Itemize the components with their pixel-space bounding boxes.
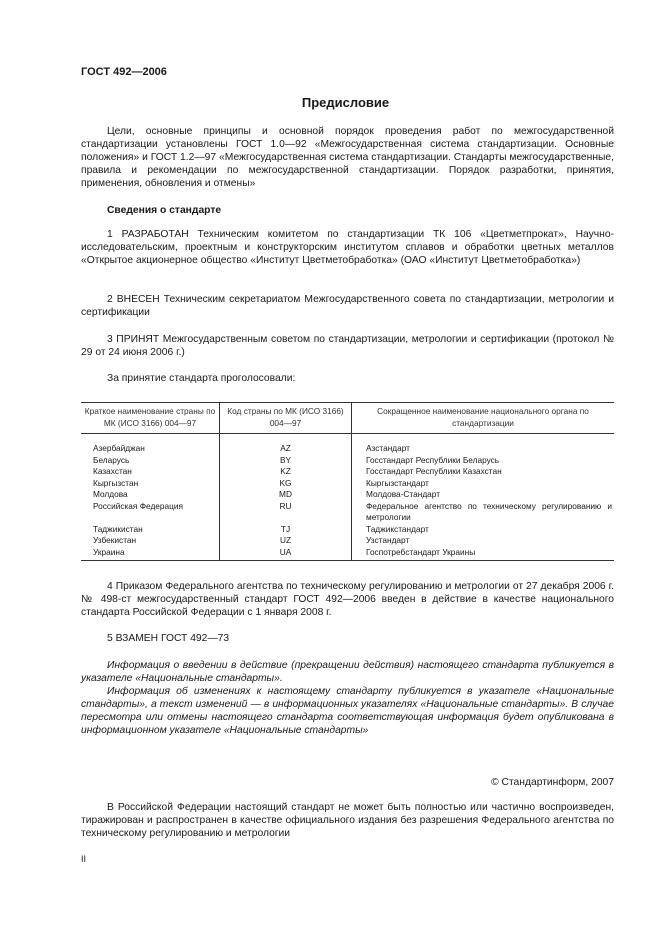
cell-country: Украина [81, 547, 220, 561]
cell-code: KG [220, 478, 352, 490]
table-row [81, 466, 614, 478]
cell-country: Казахстан [93, 466, 132, 476]
table-row [81, 489, 614, 501]
cell-code: BY [220, 455, 352, 467]
info-paragraph-1: Информация о введении в действие (прекращении действия) настоящего стандарта публикуется в указателе «Национальные стандарты». [81, 660, 614, 684]
table-row [81, 478, 614, 490]
cell-country: Беларусь [93, 454, 130, 465]
header-country: Краткое наименование страны по МК (ИСО 3166) 004—97 [81, 403, 220, 434]
table-row [81, 501, 614, 524]
header-code: Код страны по МК (ИСО 3166) 004—97 [220, 403, 352, 434]
cell-code: AZ [220, 434, 352, 455]
table-row [81, 524, 614, 536]
cell-code: KZ [220, 466, 352, 478]
cell-code: UZ [220, 535, 352, 547]
cell-org: Госстандарт Республики Беларусь [352, 455, 615, 467]
table-row [81, 535, 614, 547]
item-replaces: 5 ВЗАМЕН ГОСТ 492—73 [107, 633, 230, 644]
table-header-row [81, 403, 614, 434]
cell-country: Кыргызстан [93, 477, 139, 488]
cell-country: Узбекистан [93, 535, 137, 545]
intro-paragraph: Цели, основные принципы и основной порядок проведения работ по межгосударственной стандартизации установлены ГОСТ 1.0—92 «Межгосударственная система стандартизации. Основные положения» и ГОСТ 1.2—97 «Межгосударственная система стандартизации. Стандарты межгосударственные, правила и рекомендации по межгосударственной стандартизации. Порядок разработки, принятия, применения, обновления и отмены» [81, 126, 614, 189]
cell-code: MD [220, 489, 352, 501]
item-adopted: 3 ПРИНЯТ Межгосударственным советом по стандартизации, метрологии и сертификации (протокол № 29 от 24 июня 2006 г.) [81, 334, 614, 358]
cell-org: Таджикстандарт [352, 524, 615, 536]
reproduction-notice: В Российской Федерации настоящий стандарт не может быть полностью или частично воспроизведен, тиражирован и распространен в качестве официального издания без разрешения Федерального агентства по техническому регулированию и метрологии [81, 802, 614, 839]
page-title: Предисловие [301, 95, 390, 110]
copyright-notice: © Стандартинформ, 2007 [491, 777, 614, 788]
cell-org: Молдова-Стандарт [352, 489, 615, 501]
document-id: ГОСТ 492—2006 [81, 66, 167, 78]
votes-table [81, 402, 614, 561]
cell-org: Узстандарт [352, 535, 615, 547]
cell-code: UA [220, 547, 352, 561]
cell-country: Таджикистан [93, 523, 143, 534]
cell-org: Госпотребстандарт Украины [352, 547, 615, 561]
cell-org: Госстандарт Республики Казахстан [352, 466, 615, 478]
table-row [81, 434, 614, 455]
table-row [81, 547, 614, 561]
item-developed: 1 РАЗРАБОТАН Техническим комитетом по стандартизации ТК 106 «Цветметпрокат», Научно-исследовательским, проектным и конструкторским институтом сплавов и обработки цветных металлов «Открытое акционерное общество «Институт Цветметобработка» (ОАО «Институт Цветметобработка») [81, 229, 614, 266]
header-org: Сокращенное наименование национального органа по стандартизации [352, 403, 615, 434]
cell-org: Азстандарт [352, 434, 615, 455]
section-heading: Сведения о стандарте [107, 205, 222, 216]
info-paragraph-2: Информация об изменениях к настоящему стандарту публикуется в указателе «Национальные стандарты», а текст изменений — в информационных указателях «Национальные стандарты». В случае пересмотра или отмены настоящего стандарта соответствующая информация будет опубликована в информационном указателе «Национальные стандарты» [81, 686, 614, 736]
cell-code: TJ [220, 524, 352, 536]
cell-code: RU [220, 501, 352, 524]
cell-country: Российская Федерация [93, 500, 184, 511]
page-number: II [81, 854, 87, 864]
cell-country: Молдова [93, 489, 128, 499]
cell-org: Федеральное агентство по техническому регулированию и метрологии [352, 501, 615, 524]
cell-org: Кыргызстандарт [352, 478, 615, 490]
table-row [81, 455, 614, 467]
cell-country: Азербайджан [93, 443, 145, 453]
item-introduced: 2 ВНЕСЕН Техническим секретариатом Межгосударственного совета по стандартизации, метрологии и сертификации [81, 294, 614, 318]
voted-label: За принятие стандарта проголосовали: [107, 373, 296, 384]
item-order: 4 Приказом Федерального агентства по техническому регулированию и метрологии от 27 декабря 2006 г. № 498-ст межгосударственный стандарт ГОСТ 492—2006 введен в действие в качестве национального стандарта Российской Федерации с 1 января 2008 г. [81, 581, 614, 618]
